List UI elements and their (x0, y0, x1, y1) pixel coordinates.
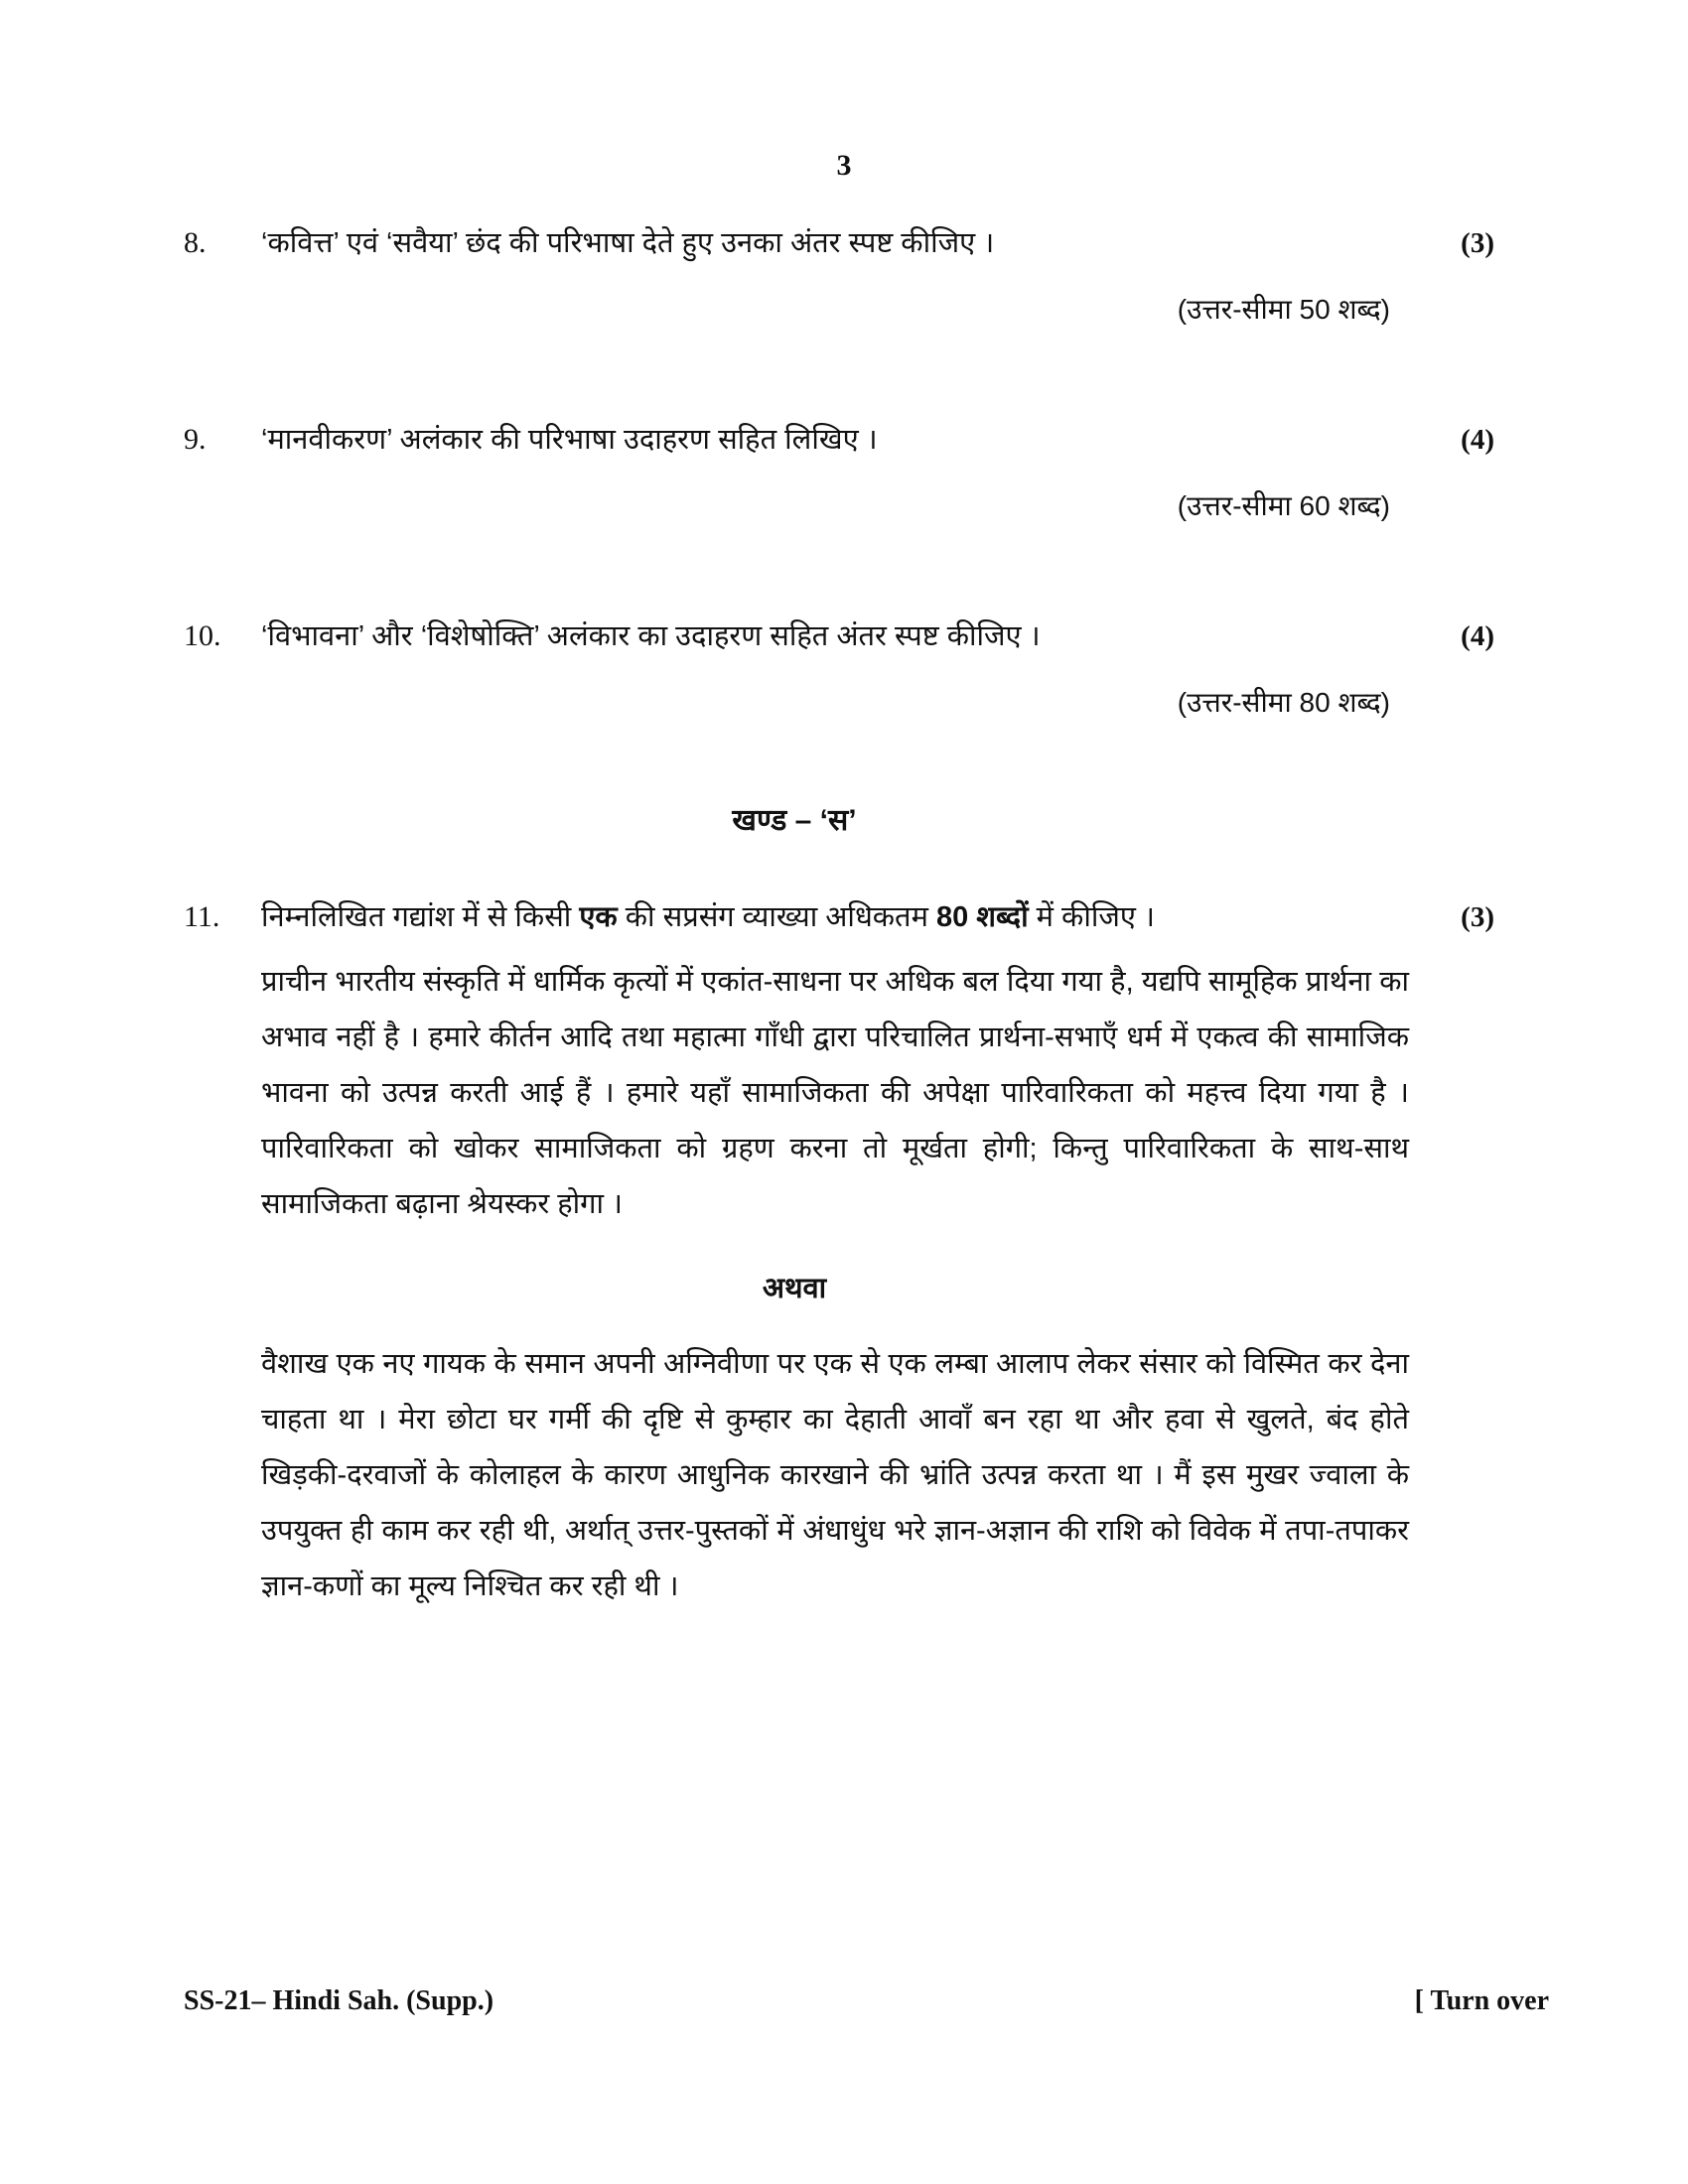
q11-instruction-part2: की सप्रसंग व्याख्या अधिकतम (617, 901, 936, 933)
question-number-9: 9. (184, 423, 207, 456)
question-row-8 (184, 220, 1494, 266)
page-number: 3 (836, 149, 852, 182)
q11-instruction-bold-ek: एक (579, 901, 618, 933)
spacer (184, 332, 1494, 417)
question-marks-9: (4) (1461, 424, 1494, 456)
q11-instruction-bold-words: 80 शब्दों (935, 901, 1029, 933)
page-footer (184, 1985, 1549, 2017)
word-limit-9: (उत्तर-सीमा 60 शब्द) (1177, 490, 1390, 521)
question-text-11 (261, 894, 1405, 940)
question-marks-10: (4) (1461, 620, 1494, 652)
question-text-10: ‘विभावना’ और ‘विशेषोक्ति’ अलंकार का उदाहरण सहित अंतर स्पष्ट कीजिए । (261, 620, 1041, 652)
passage-option-b: वैशाख एक नए गायक के समान अपनी अग्निवीणा पर एक से एक लम्बा आलाप लेकर संसार को विस्मित कर देना चाहता था । मेरा छोटा घर गर्मी की दृष्टि से कुम्हार का देहाती आवाँ बन रहा था और हवा से खुलते, बंद होते खिड़की-दरवाजों के कोलाहल के कारण आधुनिक कारखाने की भ्रांति उत्पन्न करता था । मैं इस मुखर ज्वाला के उपयुक्त ही काम कर रही थी, अर्थात् उत्तर-पुस्तकों में अंधाधुंध भरे ज्ञान-अज्ञान की राशि को विवेक में तपा-तपाकर ज्ञान-कणों का मूल्य निश्चित कर रही थी । (261, 1348, 1409, 1602)
question-row-9 (184, 417, 1494, 463)
q11-instruction-part1: निम्नलिखित गद्यांश में से किसी (261, 901, 580, 933)
q11-instruction-part3: में कीजिए । (1028, 901, 1155, 933)
question-row-11 (184, 894, 1494, 940)
question-text-8: ‘कवित्त’ एवं ‘सवैया’ छंद की परिभाषा देते हुए उनका अंतर स्पष्ट कीजिए । (261, 227, 995, 259)
question-marks-8: (3) (1461, 227, 1494, 259)
question-number-8: 8. (184, 226, 207, 259)
spacer (184, 528, 1494, 614)
alternative-label: अथवा (762, 1273, 827, 1304)
question-number-11: 11. (184, 900, 220, 933)
page-content (184, 220, 1494, 1614)
question-row-10 (184, 614, 1494, 659)
question-marks-11: (3) (1461, 901, 1494, 933)
question-number-10: 10. (184, 619, 221, 652)
section-heading: खण्ड – ‘स’ (732, 804, 857, 837)
turn-over-label: [ Turn over (1414, 1985, 1549, 2016)
word-limit-10: (उत्तर-सीमा 80 शब्द) (1177, 687, 1390, 718)
word-limit-8: (उत्तर-सीमा 50 शब्द) (1177, 294, 1390, 325)
question-text-9: ‘मानवीकरण’ अलंकार की परिभाषा उदाहरण सहित लिखिए । (261, 424, 878, 456)
paper-code: SS-21– Hindi Sah. (Supp.) (184, 1985, 494, 2016)
passage-option-a: प्राचीन भारतीय संस्कृति में धार्मिक कृत्यों में एकांत-साधना पर अधिक बल दिया गया है, यद्यपि सामूहिक प्रार्थना का अभाव नहीं है । हमारे कीर्तन आदि तथा महात्मा गाँधी द्वारा परिचालित प्रार्थना-सभाएँ धर्म में एकत्व की सामाजिक भावना को उत्पन्न करती आई हैं । हमारे यहाँ सामाजिकता की अपेक्षा पारिवारिकता को महत्त्व दिया गया है । पारिवारिकता को खोकर सामाजिकता को ग्रहण करना तो मूर्खता होगी; किन्तु पारिवारिकता के साथ-साथ सामाजिकता बढ़ाना श्रेयस्कर होगा । (261, 966, 1409, 1220)
